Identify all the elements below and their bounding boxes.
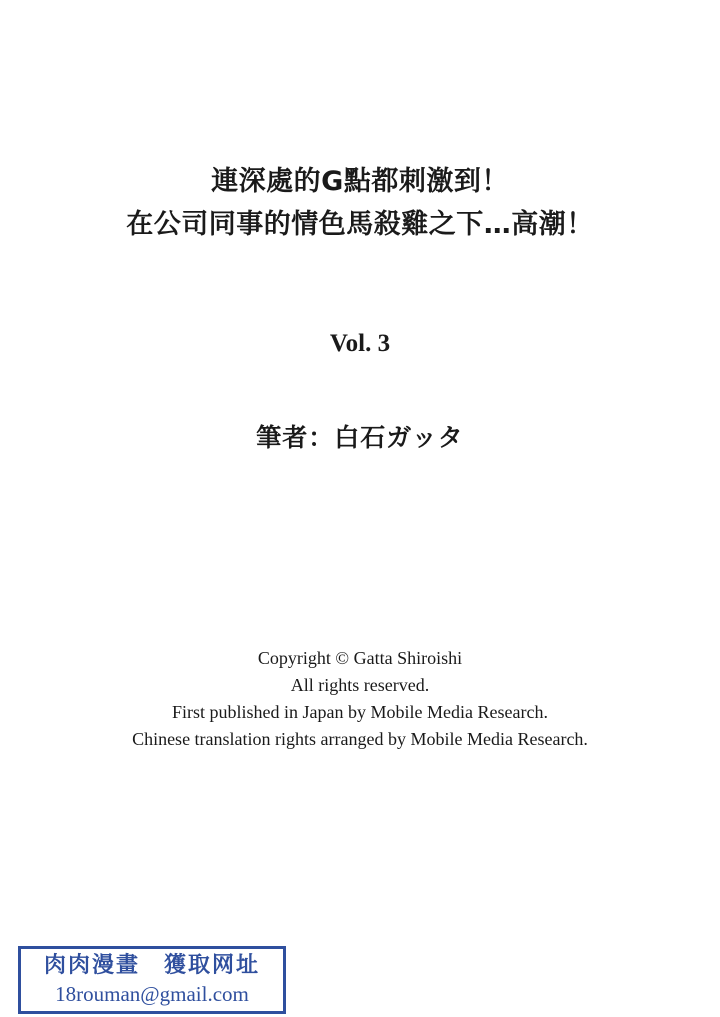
- copyright-block: [0, 645, 720, 753]
- watermark-email: 18rouman@gmail.com: [55, 982, 249, 1006]
- copyright-line-2: All rights reserved.: [290, 675, 430, 695]
- watermark-badge: [18, 946, 286, 1014]
- watermark-title: 肉肉漫畫 獲取网址: [43, 953, 260, 978]
- volume-label: Vol. 3: [329, 330, 391, 357]
- title-block: [0, 160, 720, 246]
- title-line-2: 在公司同事的情色馬殺雞之下…高潮！: [126, 209, 594, 240]
- copyright-line-4: Chinese translation rights arranged by Mobile Media Research.: [132, 729, 588, 749]
- author-label: 筆者：白石ガッタ: [256, 423, 464, 452]
- copyright-line-3: First published in Japan by Mobile Media Research.: [172, 702, 548, 722]
- title-line-1: 連深處的G點都刺激到！: [211, 166, 509, 197]
- copyright-line-1: Copyright © Gatta Shiroishi: [257, 648, 463, 668]
